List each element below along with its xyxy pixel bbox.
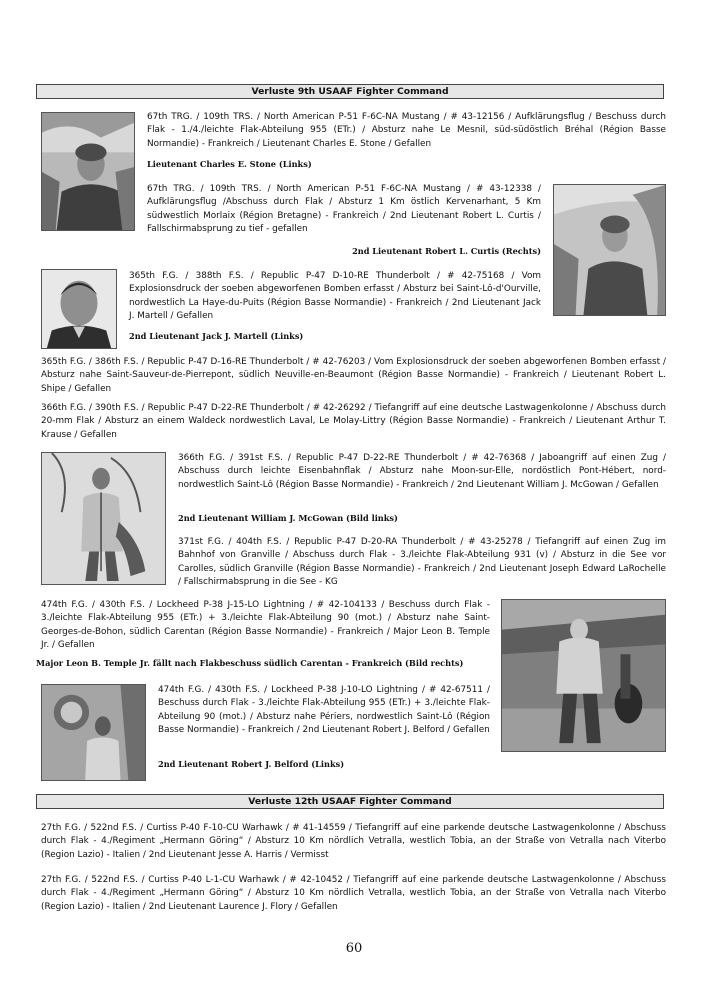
entry-mcgowan: 366th F.G. / 391st F.S. / Republic P-47 D-22-RE Thunderbolt / # 42-76368 / Jaboangriff auf einen Zug / Abschuss durch leichte Eisenbahnflak / Absturz nahe Moon-sur-Elle, nordöstlich Pont-Hébert, nord-nordwestlich Saint-Lô (Région Basse Normandie) - Frankreich / 2nd Lieutenant William J. McGowan / Gefallen	[178, 453, 666, 490]
entry-belford: 474th F.G. / 430th F.S. / Lockheed P-38 J-10-LO Lightning / # 42-67511 / Beschuss durch Flak - 3./leichte Flak-Abteilung 955 (ETr.) + 3./leichte Flak-Abteilung 90 (mot.) / Absturz nahe Périers, nordwestlich Saint-Lô (Région Basse Normandie) - Frankreich / 2nd Lieutenant Robert J. Belford / Gefallen	[158, 685, 490, 736]
caption-curtis: 2nd Lieutenant Robert L. Curtis (Rechts)	[352, 246, 541, 256]
entry-stone: 67th TRG. / 109th TRS. / North American P-51 F-6C-NA Mustang / # 43-12156 / Aufklärungsflug / Beschuss durch Flak - 1./4./leichte Flak-Abteilung 955 (ETr.) / Absturz nahe Le Mesnil, süd-südöstlich Bréhal (Région Basse Normandie) - Frankreich / Lieutenant Charles E. Stone / Gefallen	[147, 112, 666, 149]
section-header-12th: Verluste 12th USAAF Fighter Command	[36, 794, 664, 809]
entry-larochelle: 371st F.G. / 404th F.S. / Republic P-47 D-20-RA Thunderbolt / # 43-25278 / Tiefangriff auf einen Zug im Bahnhof von Granville / Abschuss durch Flak - 3./leichte Flak-Abteilung 931 (v) / Absturz in die See vor Carolles, südlich Granville (Région Basse Normandie) - Frankreich / 2nd Lieutenant Joseph Edward LaRochelle / Fallschirmabsprung in die See - KG	[178, 537, 666, 588]
photo-martell	[41, 269, 117, 349]
caption-mcgowan: 2nd Lieutenant William J. McGowan (Bild links)	[178, 513, 398, 523]
caption-stone: Lieutenant Charles E. Stone (Links)	[147, 159, 312, 169]
caption-martell: 2nd Lieutenant Jack J. Martell (Links)	[129, 331, 304, 341]
caption-temple: Major Leon B. Temple Jr. fällt nach Flakbeschuss südlich Carentan - Frankreich (Bild rechts)	[36, 658, 464, 668]
entry-curtis: 67th TRG. / 109th TRS. / North American P-51 F-6C-NA Mustang / # 43-12338 / Aufklärungsflug /Abschuss durch Flak / Absturz 1 Km östlich Kervenarhant, 5 Km südwestlich Morlaix (Région Bretagne) - Frankreich / 2nd Lieutenant Robert L. Curtis / Fallschirmabsprung zu tief - gefallen	[147, 184, 541, 235]
photo-temple	[501, 599, 666, 752]
entry-krause: 366th F.G. / 390th F.S. / Republic P-47 D-22-RE Thunderbolt / # 42-26292 / Tiefangriff auf eine deutsche Lastwagenkolonne / Abschuss durch 20-mm Flak / Absturz an einem Waldeck nordwestlich Laval, Le Molay-Littry (Région Basse Normandie) - Frankreich / Lieutenant Arthur T. Krause / Gefallen	[41, 403, 666, 440]
photo-stone	[41, 112, 135, 231]
entry-flory: 27th F.G. / 522nd F.S. / Curtiss P-40 L-1-CU Warhawk / # 42-10452 / Tiefangriff auf eine parkende deutsche Lastwagenkolonne / Abschuss durch Flak - 4./Regiment „Hermann Göring“ / Absturz 10 Km nördlich Vetralla, westlich Tobia, an der Straße von Vetralla nach Viterbo (Region Lazio) - Italien / 2nd Lieutenant Laurence J. Flory / Gefallen	[41, 875, 666, 912]
photo-belford	[41, 684, 146, 781]
entry-shipe: 365th F.G. / 386th F.S. / Republic P-47 D-16-RE Thunderbolt / # 42-76203 / Vom Explosionsdruck der soeben abgeworfenen Bomben erfasst / Absturz nahe Saint-Sauveur-de-Pierrepont, südlich Neuville-en-Beaumont (Région Basse Normandie) - Frankreich / Lieutenant Robert L. Shipe / Gefallen	[41, 357, 666, 394]
entry-temple: 474th F.G. / 430th F.S. / Lockheed P-38 J-15-LO Lightning / # 42-104133 / Beschuss durch Flak - 3./leichte Flak-Abteilung 955 (ETr.) + 3./leichte Flak-Abteilung 90 (mot.) / Absturz nahe Saint-Georges-de-Bohon, südlich Carentan (Région Basse Normandie) - Frankreich / Major Leon B. Temple Jr. / Gefallen	[41, 600, 490, 651]
page-number: 60	[345, 941, 363, 956]
entry-harris: 27th F.G. / 522nd F.S. / Curtiss P-40 F-10-CU Warhawk / # 41-14559 / Tiefangriff auf eine parkende deutsche Lastwagenkolonne / Abschuss durch Flak - 4./Regiment „Hermann Göring“ / Absturz 10 Km nördlich Vetralla, westlich Tobia, an der Straße von Vetralla nach Viterbo (Region Lazio) - Italien / 2nd Lieutenant Jesse A. Harris / Vermisst	[41, 823, 666, 860]
caption-belford: 2nd Lieutenant Robert J. Belford (Links)	[158, 759, 345, 769]
photo-curtis	[553, 184, 666, 316]
entry-martell: 365th F.G. / 388th F.S. / Republic P-47 D-10-RE Thunderbolt / # 42-75168 / Vom Explosionsdruck der soeben abgeworfenen Bomben erfasst / Absturz bei Saint-Lô-d'Ourville, nordwestlich La Haye-du-Puits (Région Basse Normandie) - Frankreich / 2nd Lieutenant Jack J. Martell / Gefallen	[129, 271, 541, 322]
section-header-9th: Verluste 9th USAAF Fighter Command	[36, 84, 664, 99]
photo-mcgowan	[41, 452, 166, 585]
